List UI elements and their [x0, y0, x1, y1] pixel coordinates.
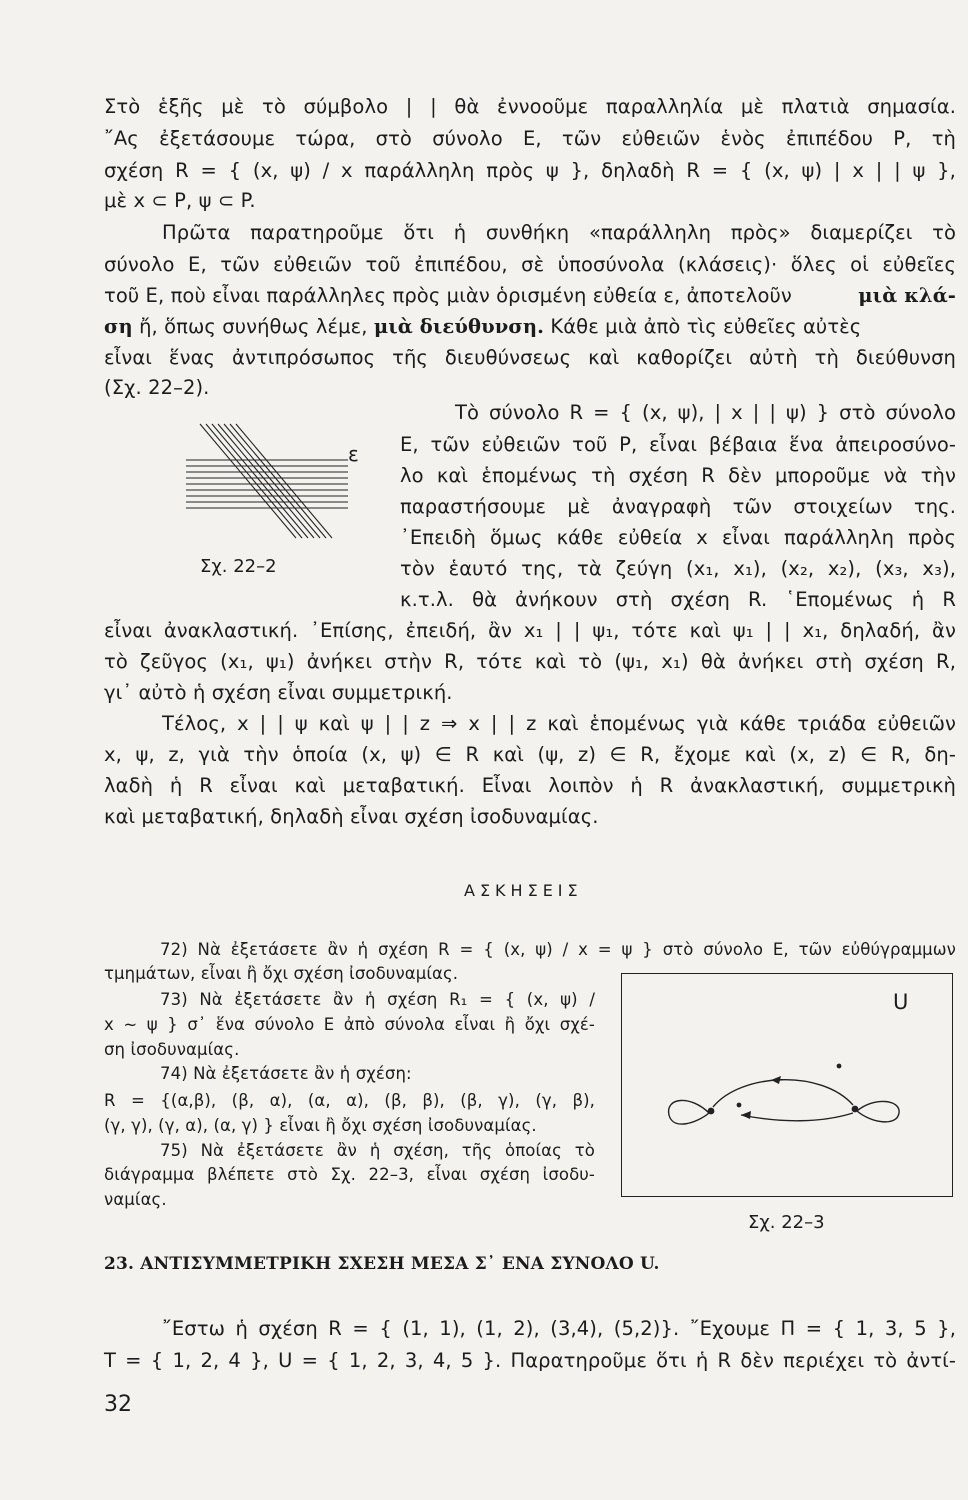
para2-line-4-text: ἤ, ὅπως συνήθως λέμε,: [132, 315, 374, 338]
para2-line-4: [104, 312, 956, 342]
figure-22-2-label-e: ε: [348, 442, 359, 466]
page-number: 32: [104, 1392, 132, 1417]
exercise-75-line-2: διάγραμμα βλέπετε στὸ Σχ. 22–3, εἶναι σχέση ἰσοδυ-: [104, 1165, 595, 1184]
side-line-1: Τὸ σύνολο R = { (x, ψ), | x | | ψ) } στὸ σύνολο: [455, 401, 956, 424]
para2-line-2: σύνολο Ε, τῶν εὐθειῶν τοῦ ἐπιπέδου, σὲ ὑποσύνολα (κλάσεις)· ὅλες οἱ εὐθεῖες: [104, 253, 956, 276]
para2-line-4-rest: Κάθε μιὰ ἀπὸ τὶς εὐθεῖες αὐτὲς: [544, 315, 862, 338]
intro-line-4: μὲ x ⊂ P, ψ ⊂ P.: [104, 189, 256, 212]
figure-22-3-caption: Σχ. 22–3: [748, 1212, 825, 1233]
side-line-5: ᾿Επειδὴ ὅμως κάθε εὐθεία x εἶναι παράλληλη πρὸς: [400, 526, 956, 549]
para2-line-1: Πρῶτα παρατηροῦμε ὅτι ἡ συνθήκη «παράλληλη πρὸς» διαμερίζει τὸ: [162, 221, 956, 244]
after-line-1: εἶναι ἀνακλαστική. ᾿Επίσης, ἐπειδή, ἂν x₁ | | ψ₁, τότε καὶ ψ₁ | | x₁, δηλαδή, ἂν: [104, 619, 956, 642]
para2-line-6: (Σχ. 22–2).: [104, 376, 210, 399]
para2-line-3-text: τοῦ Ε, ποὺ εἶναι παράλληλες πρὸς μιὰν ὁρισμένη εὐθεία ε, ἀποτελοῦν: [104, 284, 792, 307]
after-line-6: λαδὴ ἡ R εἶναι καὶ μεταβατική. Εἶναι λοιπὸν ἡ R ἀνακλαστική, συμμετρικὴ: [104, 774, 956, 797]
section-23-line-2: T = { 1, 2, 4 }, U = { 1, 2, 3, 4, 5 }. Παρατηροῦμε ὅτι ἡ R δὲν περιέχει τὸ ἀντί-: [104, 1349, 956, 1372]
intro-line-1: Στὸ ἑξῆς μὲ τὸ σύμβολο | | θὰ ἐννοοῦμε παραλληλία μὲ πλατιὰ σημασία.: [104, 95, 956, 118]
figure-22-2-parallel-lines: [180, 422, 380, 540]
intro-line-2: ῎Ας ἐξετάσουμε τώρα, στὸ σύνολο Ε, τῶν εὐθειῶν ἑνὸς ἐπιπέδου Ρ, τὴ: [104, 127, 956, 150]
exercise-73-line-1: 73) Νὰ ἐξετάσετε ἂν ἡ σχέση R₁ = { (x, ψ) /: [160, 990, 595, 1009]
bold-term-class: μιὰ κλά-: [858, 284, 956, 307]
after-line-7: καὶ μεταβατική, δηλαδὴ εἶναι σχέση ἰσοδυναμίας.: [104, 805, 599, 828]
exercise-74-line-1: 74) Νὰ ἐξετάσετε ἂν ἡ σχέση:: [160, 1064, 412, 1083]
intro-line-3: σχέση R = { (x, ψ) / x παράλληλη πρὸς ψ }, δηλαδὴ R = { (x, ψ) | x | | ψ },: [104, 159, 956, 182]
exercise-74-line-2: R = {(α,β), (β, α), (α, α), (β, β), (β, γ), (γ, β),: [104, 1091, 595, 1110]
side-line-6: τὸν ἑαυτό της, τὰ ζεύγη (x₁, x₁), (x₂, x₂), (x₃, x₃),: [400, 557, 956, 580]
section-23-title: 23. ΑΝΤΙΣΥΜΜΕΤΡΙΚΗ ΣΧΕΣΗ ΜΕΣΑ Σ᾿ ΕΝΑ ΣΥΝΟΛΟ U.: [104, 1254, 660, 1274]
exercise-72-line-1: 72) Νὰ ἐξετάσετε ἂν ἡ σχέση R = { (x, ψ) / x = ψ } στὸ σύνολο Ε, τῶν εὐθύγραμμων: [160, 940, 956, 959]
para2-line-3: [104, 281, 956, 311]
side-line-2: Ε, τῶν εὐθειῶν τοῦ Ρ, εἶναι βέβαια ἕνα ἀπειροσύνο-: [400, 433, 956, 456]
exercise-73-line-2: x ∼ ψ } σ᾿ ἕνα σύνολο Ε ἀπὸ σύνολα εἶναι ἢ ὄχι σχέ-: [104, 1015, 595, 1034]
exercises-heading: ΑΣΚΗΣΕΙΣ: [464, 881, 583, 900]
side-line-7: κ.τ.λ. θὰ ἀνήκουν στὴ σχέση R. ῾Επομένως ἡ R: [400, 588, 956, 611]
figure-22-3-label-u: U: [893, 990, 909, 1014]
figure-22-2-caption: Σχ. 22–2: [200, 556, 277, 577]
side-line-3: λο καὶ ἑπομένως τὴ σχέση R δὲν μποροῦμε νὰ τὴν: [400, 464, 956, 487]
exercise-73-line-3: ση ἰσοδυναμίας.: [104, 1040, 240, 1059]
bold-term-direction: μιὰ διεύθυνση.: [373, 315, 545, 338]
side-line-4: παραστήσουμε μὲ ἀναγραφὴ τῶν στοιχείων της.: [400, 495, 956, 518]
figure-22-3-relation-diagram: [621, 973, 953, 1197]
bold-term-class-end: ση: [104, 315, 133, 338]
para2-line-5: εἶναι ἕνας ἀντιπρόσωπος τῆς διευθύνσεως καὶ καθορίζει αὐτὴ τὴ διεύθυνση: [104, 346, 956, 369]
exercise-72-line-2: τμημάτων, εἶναι ἢ ὄχι σχέση ἰσοδυναμίας.: [104, 964, 459, 983]
after-line-5: x, ψ, z, γιὰ τὴν ὁποία (x, ψ) ∈ R καὶ (ψ, z) ∈ R, ἔχομε καὶ (x, z) ∈ R, δη-: [104, 743, 956, 766]
exercise-75-line-3: ναμίας.: [104, 1190, 167, 1209]
section-23-line-1: ῎Εστω ἡ σχέση R = { (1, 1), (1, 2), (3,4), (5,2)}. ῎Εχουμε Π = { 1, 3, 5 },: [162, 1317, 956, 1340]
after-line-4: Τέλος, x | | ψ καὶ ψ | | z ⇒ x | | z καὶ ἑπομένως γιὰ κάθε τριάδα εὐθειῶν: [162, 712, 956, 735]
after-line-3: γι᾿ αὐτὸ ἡ σχέση εἶναι συμμετρική.: [104, 681, 453, 704]
exercise-74-line-3: (γ, γ), (γ, α), (α, γ) } εἶναι ἢ ὄχι σχέση ἰσοδυναμίας.: [104, 1116, 537, 1135]
after-line-2: τὸ ζεῦγος (x₁, ψ₁) ἀνήκει στὴν R, τότε καὶ τὸ (ψ₁, x₁) θὰ ἀνήκει στὴ σχέση R,: [104, 650, 956, 673]
exercise-75-line-1: 75) Νὰ ἐξετάσετε ἂν ἡ σχέση, τῆς ὁποίας τὸ: [160, 1141, 595, 1160]
